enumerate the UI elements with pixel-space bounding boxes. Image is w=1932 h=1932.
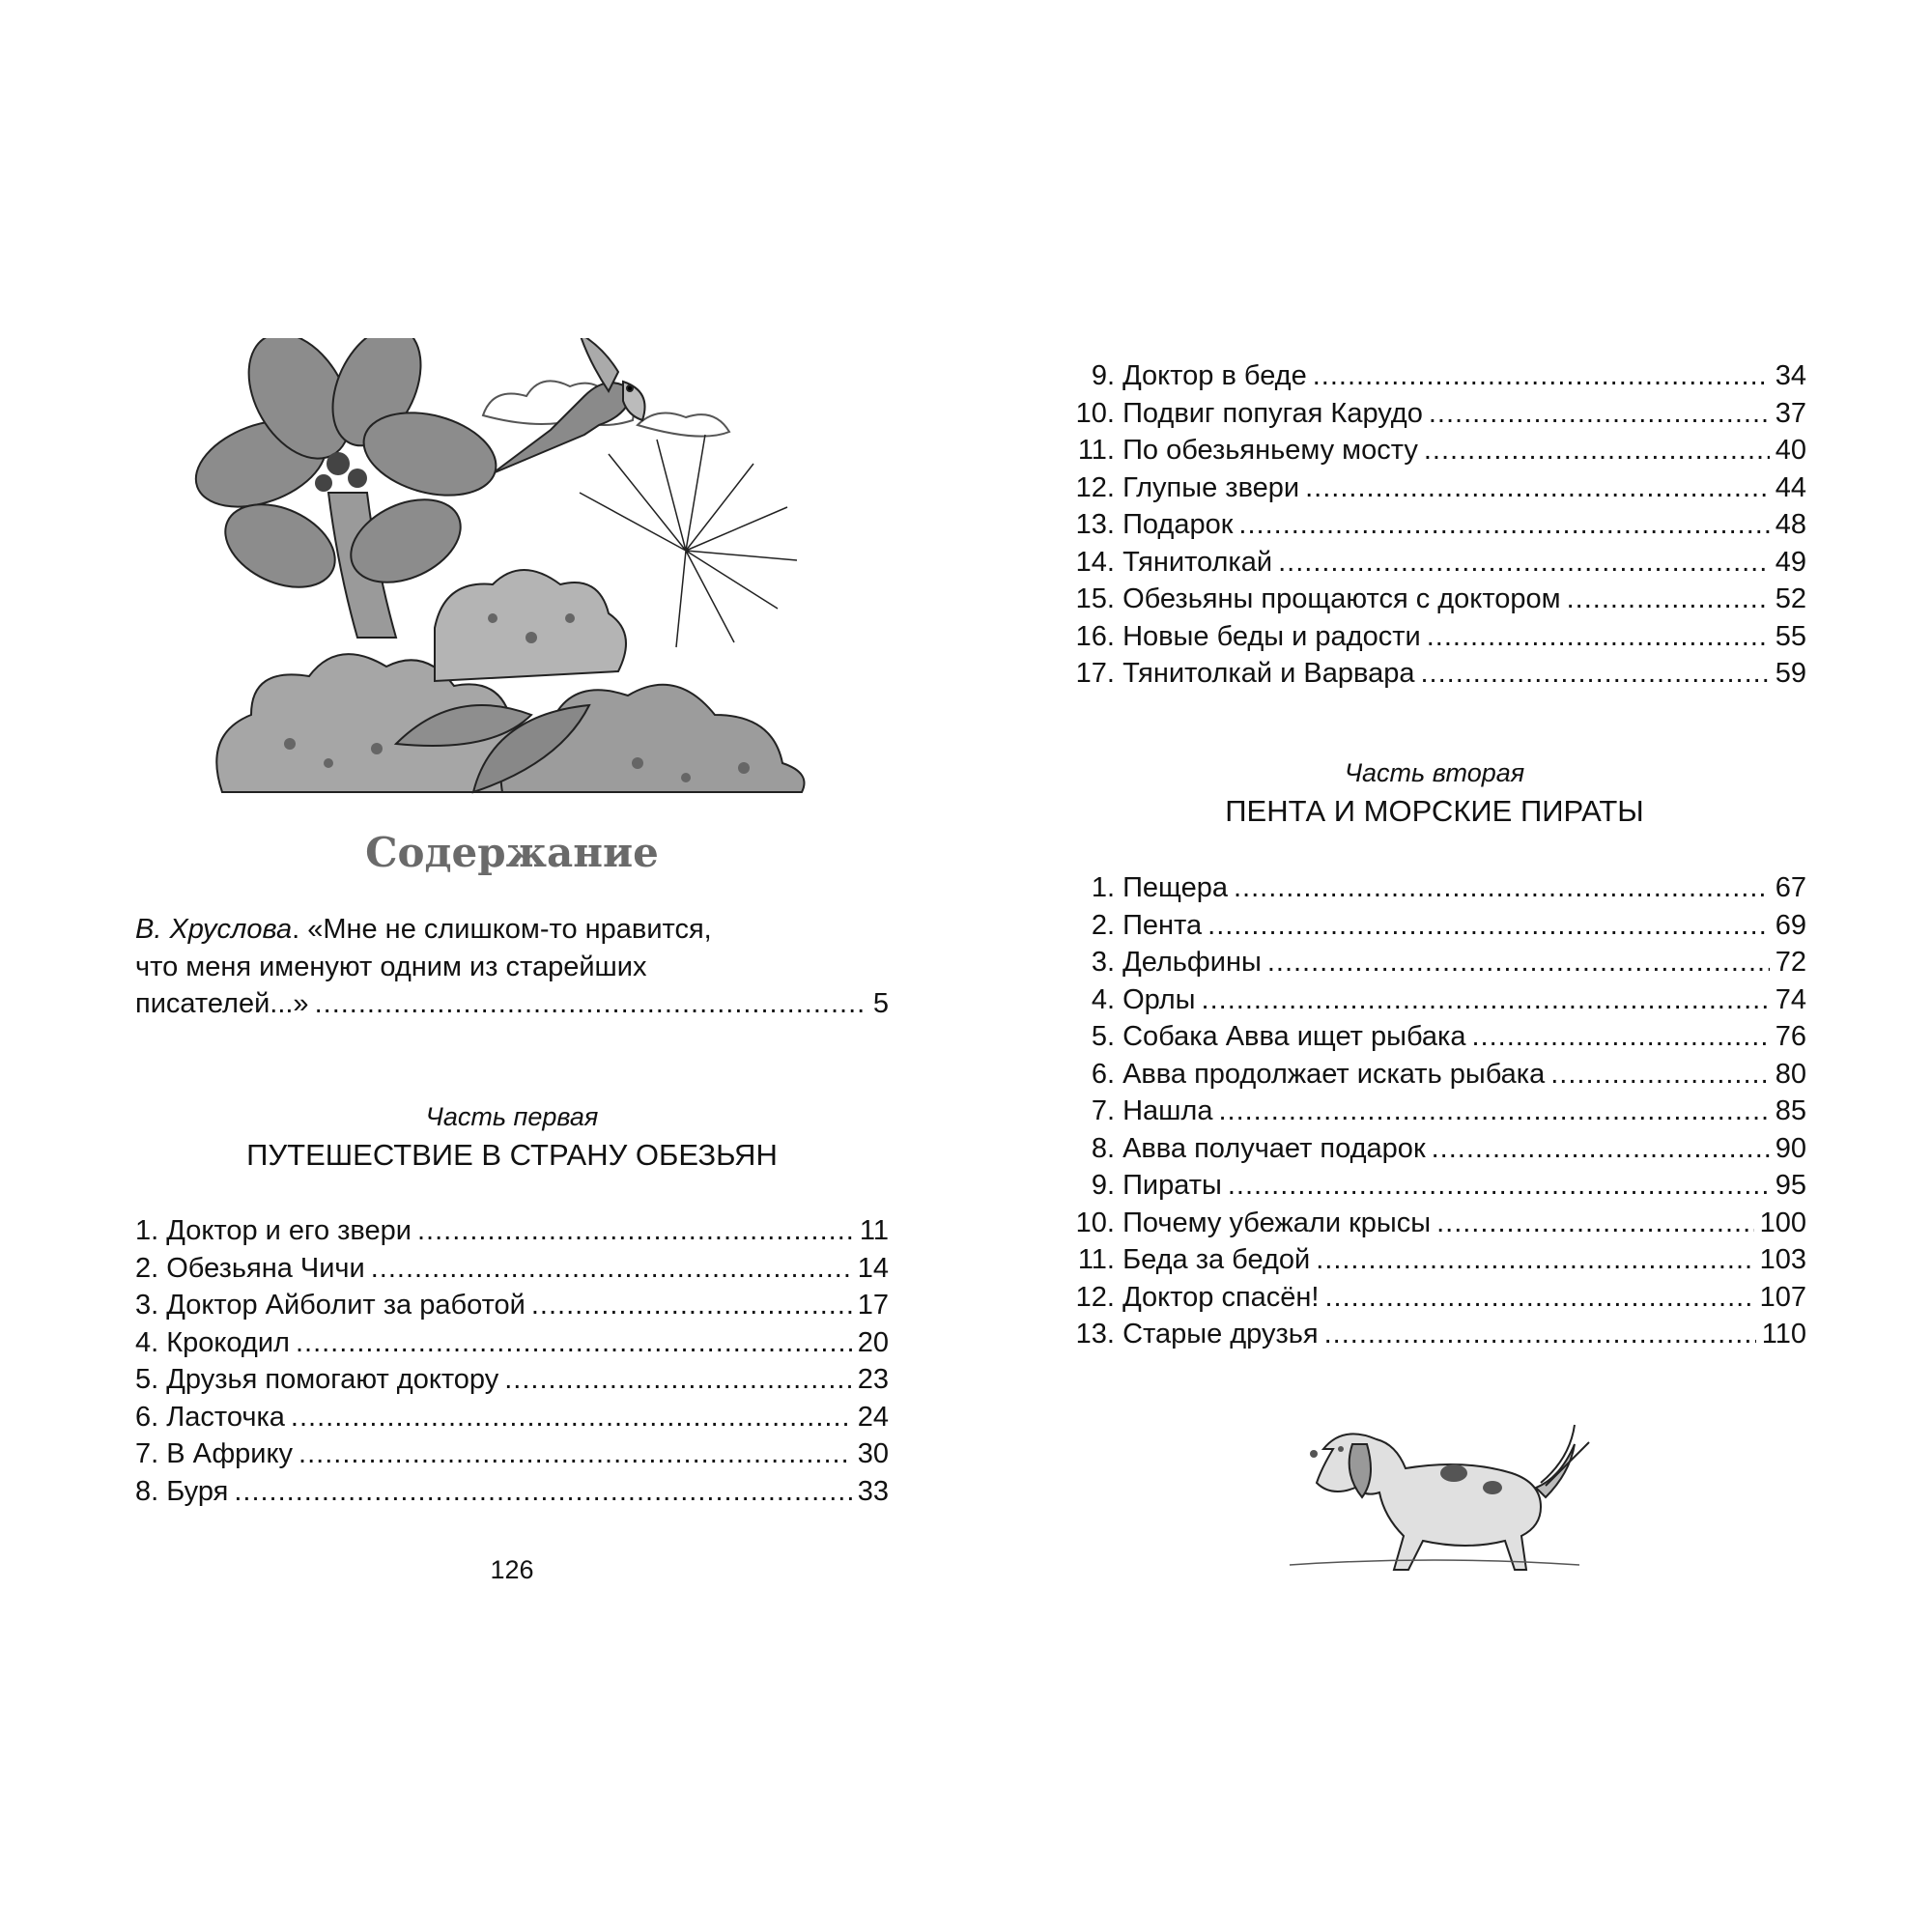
chapter-title: Пираты [1122,1170,1222,1201]
chapter-title: Друзья помогают доктору [166,1364,499,1395]
chapter-number: 13. [1075,1319,1115,1350]
chapter-title: Глупые звери [1122,471,1300,503]
chapter-title: Доктор в беде [1122,360,1307,391]
leader-dots [1218,1093,1769,1130]
part1-continued-list [1063,357,1806,693]
leader-dots [1228,1167,1770,1205]
chapter-title: Подвиг попугая Карудо [1122,397,1423,429]
chapter-title: По обезьяньему мосту [1122,435,1418,466]
leader-dots [1278,544,1770,582]
leader-dots [1267,944,1770,981]
chapter-title: Крокодил [166,1326,290,1358]
chapter-number: 2. [135,1252,159,1284]
foreword-line1: . «Мне не слишком-то нравится, [292,914,712,945]
foreword-page: 5 [872,988,889,1019]
leader-dots [1305,469,1770,507]
chapter-title: Беда за бедой [1122,1244,1311,1275]
chapter-number: 17. [1075,658,1115,689]
chapter-page: 80 [1775,1058,1806,1090]
chapter-page: 17 [857,1290,889,1321]
chapter-number: 1. [135,1215,159,1246]
chapter-title: Орлы [1122,983,1196,1015]
leader-dots [1427,618,1770,656]
chapter-number: 6. [1091,1058,1115,1090]
left-page [135,319,889,1613]
toc-entry[interactable] [135,1250,889,1288]
part1-title: ПУТЕШЕСТВИЕ В СТРАНУ ОБЕЗЬЯН [246,1138,778,1172]
toc-entry[interactable] [135,1287,889,1324]
leader-dots [504,1361,852,1399]
leader-dots [1550,1056,1770,1094]
toc-entry[interactable] [1063,944,1806,981]
chapter-number: 14. [1075,546,1115,578]
chapter-page: 11 [859,1215,889,1246]
chapter-title: Тянитолкай и Варвара [1122,658,1415,689]
chapter-page: 59 [1775,658,1806,689]
part1-chapter-list [135,1212,889,1510]
toc-entry[interactable] [1063,907,1806,945]
chapter-page: 37 [1775,397,1806,429]
chapter-title: Буря [166,1475,229,1507]
foreword-entry [135,911,889,1023]
chapter-title: Авва получает подарок [1122,1132,1426,1164]
chapter-title: Пента [1122,909,1203,941]
foreword-author: В. Хруслова [135,914,293,945]
chapter-title: Дельфины [1122,947,1262,978]
leader-dots [1324,1316,1756,1353]
chapter-page: 110 [1761,1319,1806,1350]
toc-entry[interactable] [1063,1205,1806,1242]
leader-dots [1471,1018,1769,1056]
chapter-title: Обезьяна Чичи [166,1252,365,1284]
leader-dots [1202,981,1770,1019]
toc-entry[interactable] [1063,1167,1806,1205]
chapter-title: В Африку [166,1438,294,1469]
chapter-number: 5. [135,1364,159,1395]
chapter-page: 30 [857,1438,889,1469]
chapter-title: Авва продолжает искать рыбака [1122,1058,1546,1090]
chapter-number: 16. [1075,620,1115,652]
chapter-page: 40 [1775,435,1806,466]
toc-entry[interactable] [135,1473,889,1511]
chapter-number: 7. [1091,1095,1115,1126]
toc-entry[interactable] [1063,581,1806,618]
chapter-title: Подарок [1122,509,1234,540]
chapter-page: 74 [1775,983,1806,1015]
chapter-number: 1. [1091,872,1115,903]
chapter-title: Доктор и его звери [166,1215,412,1246]
chapter-page: 69 [1775,909,1806,941]
chapter-page: 34 [1775,360,1806,391]
chapter-page: 44 [1775,471,1806,503]
leader-dots [531,1287,852,1324]
foreword-line2: что меня именуют одним из старейших [135,951,647,982]
leader-dots [1436,1205,1754,1242]
leader-dots [1432,1130,1770,1168]
chapter-number: 7. [135,1438,159,1469]
toc-entry[interactable] [1063,1241,1806,1279]
leader-dots [371,1250,852,1288]
toc-entry[interactable] [1063,869,1806,907]
chapter-title: Старые друзья [1122,1319,1319,1350]
chapter-page: 48 [1775,509,1806,540]
chapter-number: 9. [1091,360,1115,391]
toc-entry[interactable] [1063,1316,1806,1353]
toc-entry[interactable] [1063,1130,1806,1168]
jungle-illustration [184,338,879,811]
toc-entry[interactable] [1063,395,1806,433]
chapter-number: 15. [1075,583,1115,614]
leader-dots [1234,869,1770,907]
chapter-number: 5. [1091,1021,1115,1052]
chapter-page: 23 [857,1364,889,1395]
leader-dots [1420,655,1769,693]
chapter-number: 8. [135,1475,159,1507]
toc-entry[interactable] [1063,544,1806,582]
chapter-title: Доктор Айболит за работой [166,1290,526,1321]
leader-dots [291,1399,852,1436]
chapter-number: 10. [1075,1207,1115,1238]
toc-entry[interactable] [1063,1279,1806,1317]
chapter-number: 11. [1077,435,1115,466]
toc-entry[interactable] [1063,618,1806,656]
leader-dots [1324,1279,1753,1317]
chapter-title: Доктор спасён! [1122,1281,1320,1313]
chapter-page: 90 [1775,1132,1806,1164]
chapter-page: 33 [857,1475,889,1507]
right-page [1063,348,1806,1604]
leader-dots [315,985,867,1023]
part2-chapter-list [1063,869,1806,1353]
page-number: 126 [490,1555,534,1584]
chapter-title: Тянитолкай [1122,546,1273,578]
chapter-page: 107 [1759,1281,1806,1313]
chapter-number: 13. [1075,509,1115,540]
toc-heading: Содержание [365,829,659,876]
foreword-line3: писателей...» [135,988,309,1019]
chapter-number: 2. [1091,909,1115,941]
part1-label: Часть первая [425,1102,599,1131]
part2-title: ПЕНТА И МОРСКИЕ ПИРАТЫ [1225,794,1644,828]
dog-illustration [1285,1420,1594,1575]
toc-entry[interactable] [1063,506,1806,544]
toc-entry[interactable] [1063,655,1806,693]
leader-dots [417,1212,854,1250]
chapter-page: 72 [1775,947,1806,978]
toc-entry[interactable] [135,1361,889,1399]
chapter-number: 9. [1091,1170,1115,1201]
toc-entry[interactable] [1063,1093,1806,1130]
leader-dots [1424,432,1770,469]
chapter-number: 4. [135,1326,159,1358]
chapter-title: Обезьяны прощаются с доктором [1122,583,1561,614]
toc-entry[interactable] [135,1435,889,1473]
chapter-title: Нашла [1122,1095,1213,1126]
chapter-number: 10. [1075,397,1115,429]
chapter-number: 11. [1077,1244,1115,1275]
leader-dots [1238,506,1769,544]
leader-dots [1316,1241,1753,1279]
chapter-page: 100 [1759,1207,1806,1238]
toc-entry[interactable] [1063,469,1806,507]
chapter-page: 14 [857,1252,889,1284]
chapter-page: 55 [1775,620,1806,652]
leader-dots [234,1473,851,1511]
chapter-number: 12. [1075,1281,1115,1313]
toc-entry[interactable] [135,1212,889,1250]
toc-entry[interactable] [135,1324,889,1362]
leader-dots [1429,395,1770,433]
chapter-page: 52 [1775,583,1806,614]
chapter-page: 95 [1775,1170,1806,1201]
toc-entry[interactable] [1063,981,1806,1019]
chapter-title: Новые беды и радости [1122,620,1421,652]
chapter-number: 3. [1091,947,1115,978]
chapter-page: 76 [1775,1021,1806,1052]
toc-entry[interactable] [1063,1018,1806,1056]
chapter-title: Собака Авва ищет рыбака [1122,1021,1466,1052]
chapter-page: 103 [1759,1244,1806,1275]
toc-entry[interactable] [1063,432,1806,469]
chapter-number: 6. [135,1401,159,1433]
chapter-title: Почему убежали крысы [1122,1207,1432,1238]
chapter-title: Пещера [1122,872,1228,903]
leader-dots [1313,357,1770,395]
leader-dots [296,1324,852,1362]
chapter-number: 8. [1091,1132,1115,1164]
toc-entry[interactable] [1063,1056,1806,1094]
chapter-number: 12. [1075,471,1115,503]
part2-label: Часть вторая [1344,758,1525,787]
chapter-page: 67 [1775,872,1806,903]
chapter-title: Ласточка [166,1401,285,1433]
leader-dots [298,1435,852,1473]
toc-entry[interactable] [135,1399,889,1436]
chapter-page: 85 [1775,1095,1806,1126]
chapter-page: 24 [857,1401,889,1433]
leader-dots [1208,907,1770,945]
chapter-page: 20 [857,1326,889,1358]
toc-entry[interactable] [1063,357,1806,395]
chapter-number: 4. [1091,983,1115,1015]
leader-dots [1567,581,1770,618]
chapter-page: 49 [1775,546,1806,578]
chapter-number: 3. [135,1290,159,1321]
